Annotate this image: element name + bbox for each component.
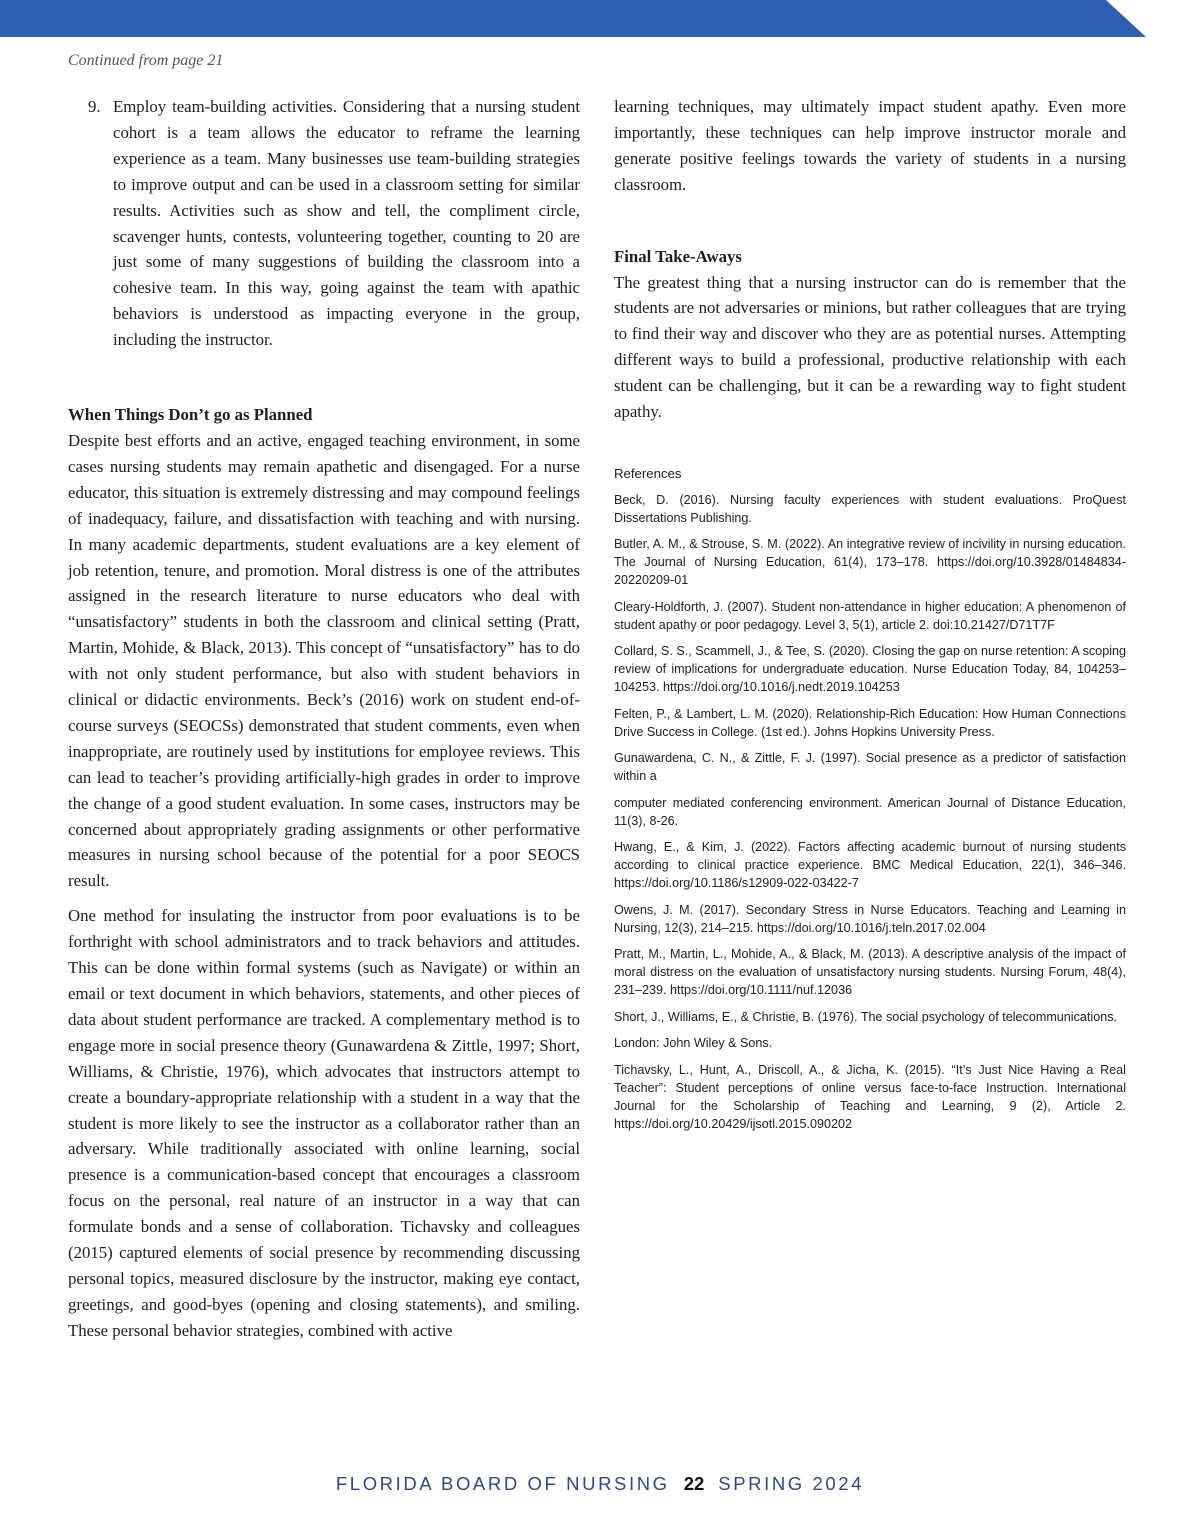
page-footer xyxy=(0,1473,1200,1495)
reference-item: London: John Wiley & Sons. xyxy=(614,1036,773,1051)
reference-item: Felten, P., & Lambert, L. M. (2020). Relationship-Rich Education: How Human Connections Drive Success in College. (1st ed.). Johns Hopkins University Press. xyxy=(614,706,1126,739)
numbered-list-item xyxy=(68,94,580,353)
page-number: 22 xyxy=(683,1473,705,1494)
section-heading-final-take-aways: Final Take-Aways xyxy=(614,246,742,266)
reference-item: computer mediated conferencing environment. American Journal of Distance Education, 11(3), 8-26. xyxy=(614,795,1126,828)
body-paragraph: One method for insulating the instructor from poor evaluations is to be forthright with school administrators and to track behaviors and attitudes. This can be done within formal systems (such as Navigate) or within an email or text document in which behaviors, statements, and other pieces of data about student performance are tracked. A complementary method is to engage more in social presence theory (Gunawardena & Zittle, 1997; Short, Williams, & Christie, 1976), which advocates that instructors attempt to create a boundary-appropriate relationship with a student in a way that the student is more likely to see the instructor as a collaborator rather than an adversary. While traditionally associated with online learning, social presence is a communication-based concept that encourages a classroom focus on the personal, real nature of an instructor in a way that can formulate bonds and a sense of collaboration. Tichavsky and colleagues (2015) captured elements of social presence by recommending discussing personal topics, measured disclosure by the instructor, making eye contact, greetings, and good-byes (opening and closing statements), and smiling. These personal behavior strategies, combined with active xyxy=(68,906,580,1340)
reference-item: Cleary-Holdforth, J. (2007). Student non-attendance in higher education: A phenomenon of student apathy or poor pedagogy. Level 3, 5(1), article 2. doi:10.21427/D71T7F xyxy=(614,599,1126,632)
top-banner xyxy=(0,0,1200,40)
reference-item: Gunawardena, C. N., & Zittle, F. J. (1997). Social presence as a predictor of satisfaction within a xyxy=(614,751,1126,784)
body-paragraph: The greatest thing that a nursing instructor can do is remember that the students are not adversaries or minions, but rather colleagues that are trying to find their way and discover who they are as potential nurses. Attempting different ways to build a professional, productive relationship with each student can be challenging, but it can be a rewarding way to fight student apathy. xyxy=(614,272,1126,422)
reference-item: Hwang, E., & Kim, J. (2022). Factors affecting academic burnout of nursing students according to clinical practice experience. BMC Medical Education, 22(1), 346–346. https://doi.org/10.1186/s12909-022-03422-7 xyxy=(614,840,1126,891)
list-number: 9. xyxy=(88,97,101,116)
reference-item: Owens, J. M. (2017). Secondary Stress in Nurse Educators. Teaching and Learning in Nursing, 12(3), 214–215. https://doi.org/10.1016/j.teln.2017.02.004 xyxy=(614,902,1126,935)
reference-item: Pratt, M., Martin, L., Mohide, A., & Black, M. (2013). A descriptive analysis of the impact of moral distress on the evaluation of unsatisfactory nursing students. Nursing Forum, 48(4), 231–239. https://doi.org/10.1111/nuf.12036 xyxy=(614,947,1126,998)
section-heading-when-things: When Things Don’t go as Planned xyxy=(68,405,313,425)
reference-item: Tichavsky, L., Hunt, A., Driscoll, A., & Jicha, K. (2015). “It’s Just Nice Having a Real Teacher”: Student perceptions of online versus face-to-face Instruction. International Journal for the Scholarship of Teaching and Learning, 9 (2), Article 2. https://doi.org/10.20429/ijsotl.2015.090202 xyxy=(614,1062,1126,1131)
list-item-text: Employ team-building activities. Considering that a nursing student cohort is a team allows the educator to reframe the learning experience as a team. Many businesses use team-building strategies to improve output and can be used in a classroom setting for similar results. Activities such as show and tell, the compliment circle, scavenger hunts, contests, volunteering together, counting to 20 are just some of many suggestions of building the classroom into a cohesive team. In this way, going against the team with apathic behaviors is understood as impacting everyone in the group, including the instructor. xyxy=(113,97,580,350)
reference-item: Short, J., Williams, E., & Christie, B. (1976). The social psychology of telecommunications. xyxy=(614,1009,1118,1024)
body-paragraph: Despite best efforts and an active, engaged teaching environment, in some cases nursing students may remain apathetic and disengaged. For a nurse educator, this situation is extremely distressing and may compound feelings of inadequacy, failure, and dissatisfaction with teaching and with nursing. In many academic departments, student evaluations are a key element of job retention, tenure, and promotion. Moral distress is one of the attributes assigned in the research literature to nurse educators who deal with “unsatisfactory” students in both the classroom and clinical setting (Pratt, Martin, Mohide, & Black, 2013). This concept of “unsatisfactory” has to do with not only student performance, but also with student behaviors in clinical or didactic environments. Beck’s (2016) work on student end-of-course surveys (SEOCSs) demonstrated that student comments, even when inappropriate, are routinely used by institutions for employee reviews. This can lead to teacher’s providing artificially-high grades in order to improve the change of a good student evaluation. In some cases, instructors may be concerned about appropriately grading assignments or other performative measures in nursing school because of the potential for a poor SEOCS result. xyxy=(68,430,580,891)
reference-item: Beck, D. (2016). Nursing faculty experiences with student evaluations. ProQuest Dissertations Publishing. xyxy=(614,492,1126,525)
footer-publication: FLORIDA BOARD OF NURSING xyxy=(335,1473,670,1494)
body-paragraph: learning techniques, may ultimately impact student apathy. Even more importantly, these techniques can help improve instructor morale and generate positive feelings towards the variety of students in a nursing classroom. xyxy=(614,97,1126,194)
references-title: References xyxy=(614,465,682,481)
continued-note: Continued from page 21 xyxy=(68,52,224,69)
reference-item: Butler, A. M., & Strouse, S. M. (2022). An integrative review of incivility in nursing education. The Journal of Nursing Education, 61(4), 173–178. https://doi.org/10.3928/01484834-20220209-01 xyxy=(614,537,1126,588)
references-section xyxy=(614,465,1126,1133)
reference-item: Collard, S. S., Scammell, J., & Tee, S. (2020). Closing the gap on nurse retention: A scoping review of implications for undergraduate education. Nurse Education Today, 84, 104253–104253. https://doi.org/10.1016/j.nedt.2019.104253 xyxy=(614,644,1126,695)
left-column xyxy=(68,94,580,1344)
right-column xyxy=(614,94,1126,1141)
footer-issue: SPRING 2024 xyxy=(718,1473,865,1494)
